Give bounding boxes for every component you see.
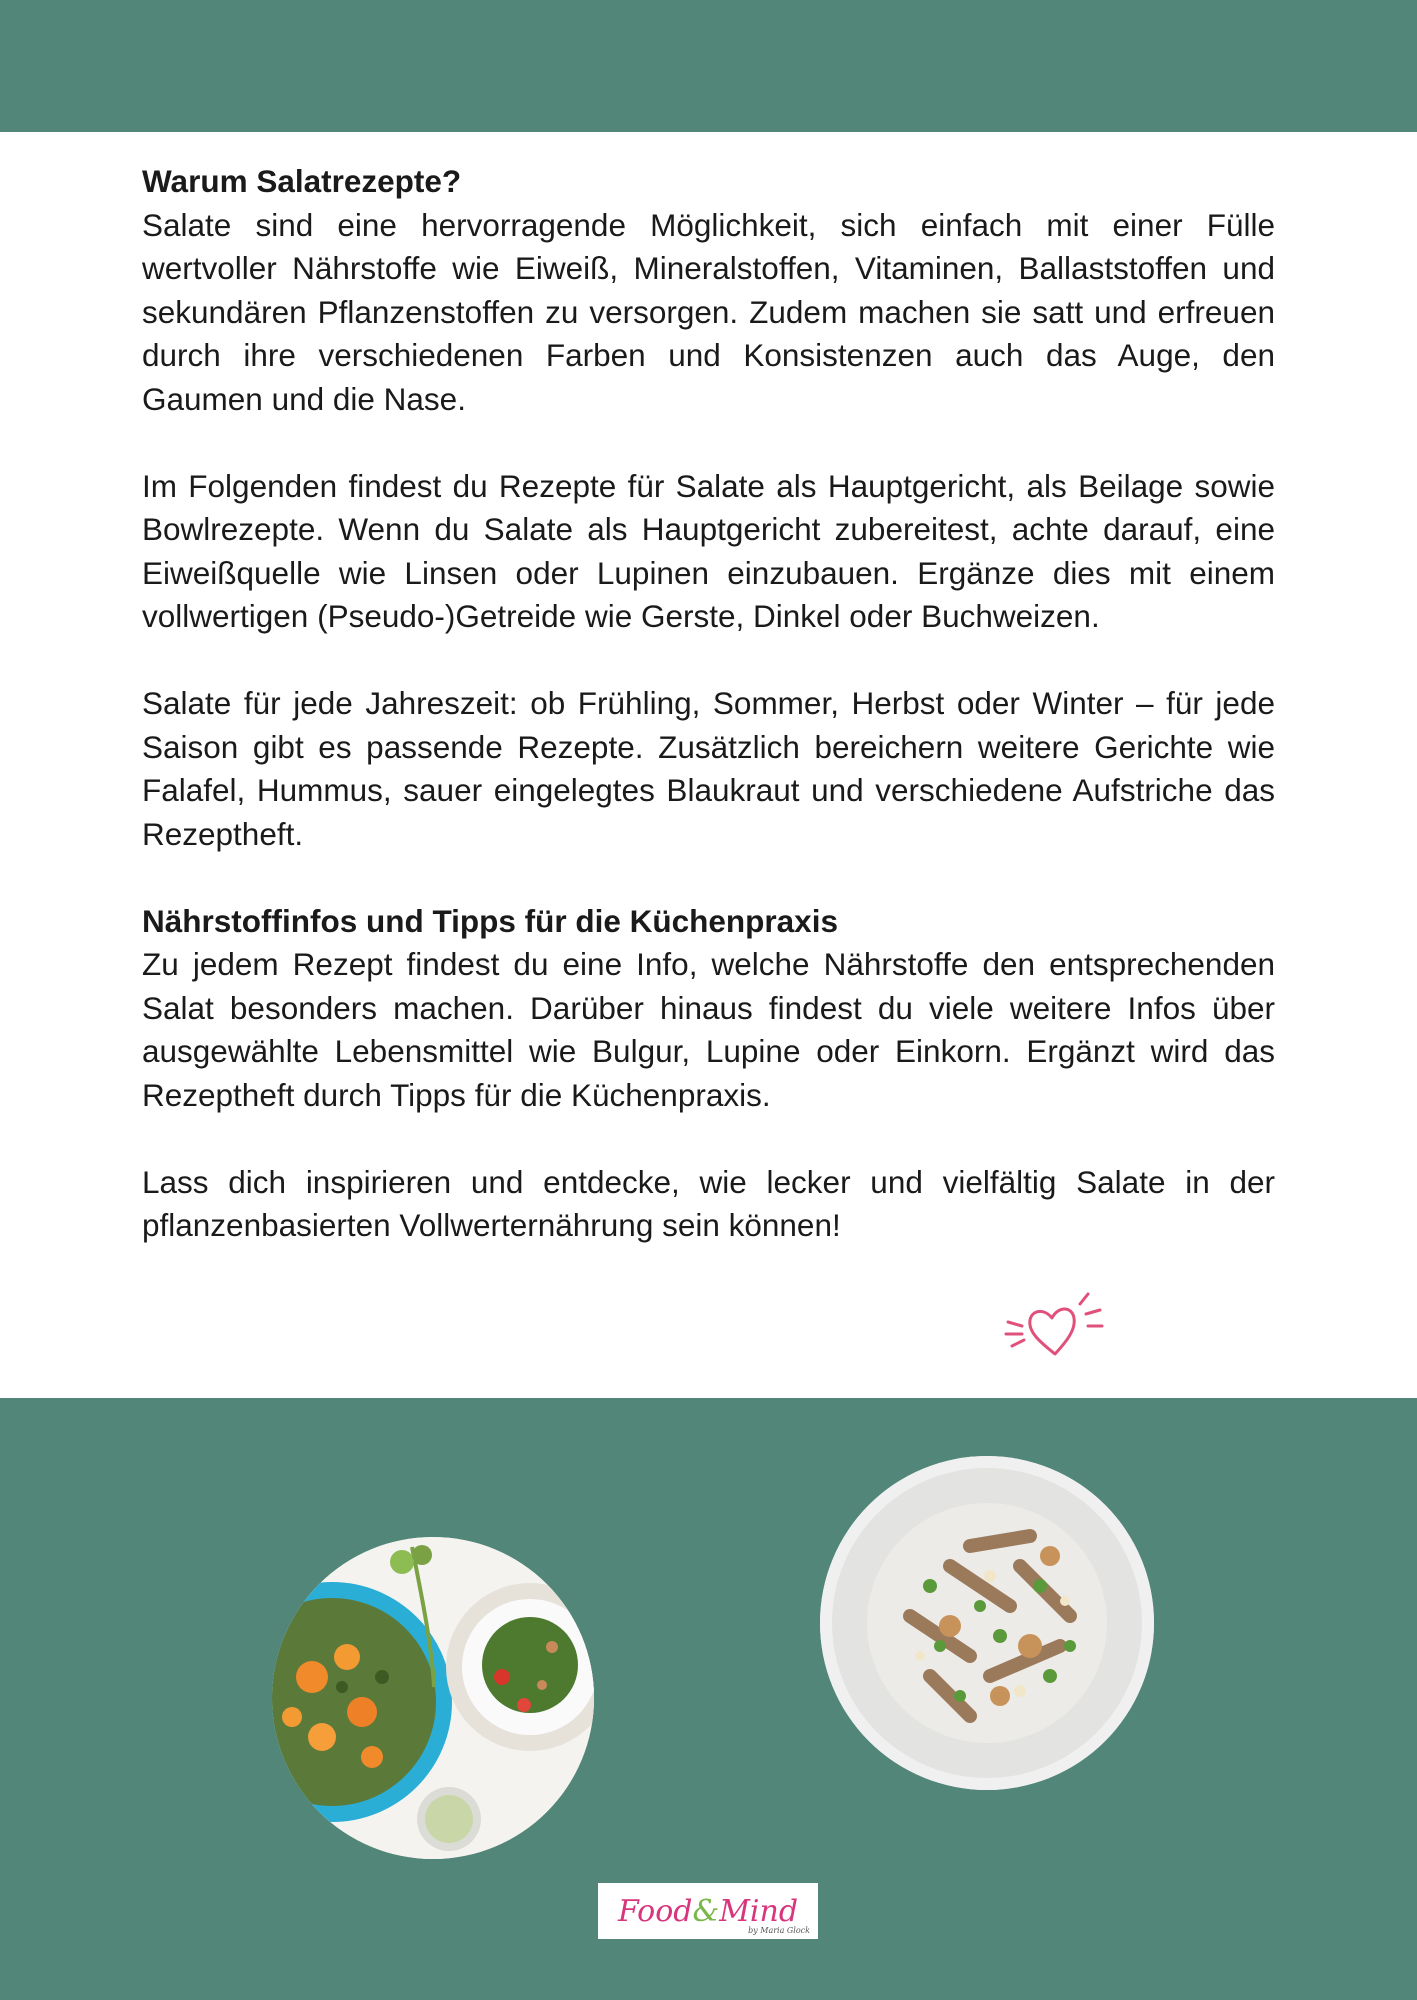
logo-byline: by Maria Glock xyxy=(748,1926,810,1935)
logo-word-food: Food xyxy=(617,1893,693,1929)
header-band xyxy=(0,0,1417,132)
main-content xyxy=(142,160,1275,1248)
pasta-salad-photo xyxy=(820,1456,1154,1790)
logo-ampersand: & xyxy=(692,1893,720,1929)
food-and-mind-logo xyxy=(598,1883,818,1939)
salad-bowls-photo xyxy=(272,1537,594,1859)
paragraph: Salate sind eine hervorragende Möglichkeit, sich einfach mit einer Fülle wertvoller Nährstoffe wie Eiweiß, Mineralstoffen, Vitaminen, Ballaststoffen und sekundären Pflanzenstoffen zu versorgen. Zudem machen sie satt und erfreuen durch ihre verschiedenen Farben und Konsistenzen auch das Auge, den Gaumen und die Nase. xyxy=(142,206,1275,417)
section-heading-nutrients-tips: Nährstoffinfos und Tipps für die Küchenpraxis xyxy=(142,902,838,939)
paragraph: Lass dich inspirieren und entdecke, wie lecker und vielfältig Salate in der pflanzenbasierten Vollwerternährung sein können! xyxy=(142,1163,1275,1243)
heart-icon xyxy=(1000,1292,1110,1370)
section-heading-why-salads: Warum Salatrezepte? xyxy=(142,163,462,199)
logo-word-mind: Mind xyxy=(719,1893,799,1929)
paragraph: Salate für jede Jahreszeit: ob Frühling, Sommer, Herbst oder Winter – für jede Saison gibt es passende Rezepte. Zusätzlich bereichern weitere Gerichte wie Falafel, Hummus, sauer eingelegtes Blaukraut und verschiedene Aufstriche das Rezeptheft. xyxy=(142,685,1275,852)
paragraph: Im Folgenden findest du Rezepte für Salate als Hauptgericht, als Beilage sowie Bowlrezepte. Wenn du Salate als Hauptgericht zubereitest, achte darauf, eine Eiweißquelle wie Linsen oder Lupinen einzubauen. Ergänze dies mit einem vollwertigen (Pseudo-)Getreide wie Gerste, Dinkel oder Buchweizen. xyxy=(142,467,1275,634)
paragraph: Zu jedem Rezept findest du eine Info, welche Nährstoffe den entsprechenden Salat besonders machen. Darüber hinaus findest du viele weitere Infos über ausgewählte Lebensmittel wie Bulgur, Lupine oder Einkorn. Ergänzt wird das Rezeptheft durch Tipps für die Küchenpraxis. xyxy=(142,946,1275,1113)
